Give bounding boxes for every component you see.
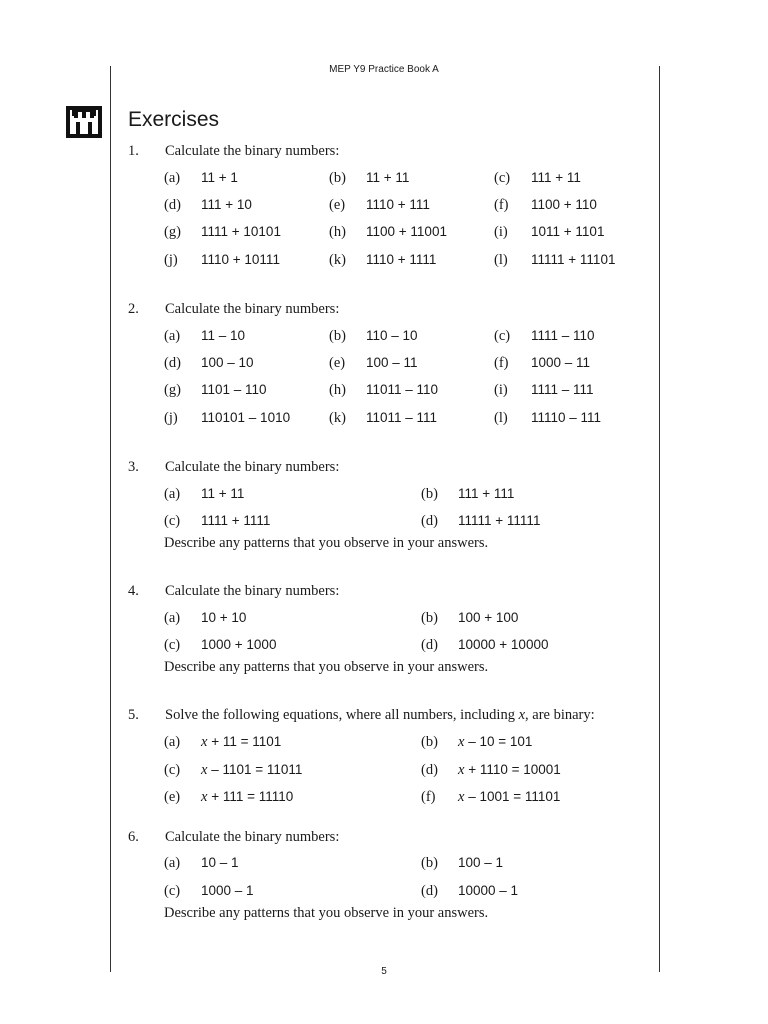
question-6-note: Describe any patterns that you observe in your answers. bbox=[164, 905, 489, 921]
exercise-icon bbox=[66, 106, 102, 138]
question-text: Calculate the binary numbers: bbox=[165, 829, 340, 845]
question-text: Calculate the binary numbers: bbox=[165, 459, 340, 475]
page-header: MEP Y9 Practice Book A bbox=[329, 64, 439, 75]
question-text: Calculate the binary numbers: bbox=[165, 301, 340, 317]
question-text: Calculate the binary numbers: bbox=[165, 583, 340, 599]
left-margin-rule bbox=[110, 66, 111, 972]
question-text: Calculate the binary numbers: bbox=[165, 143, 340, 159]
question-number: 2. bbox=[128, 301, 139, 317]
question-4-note: Describe any patterns that you observe in your answers. bbox=[164, 659, 489, 675]
question-number: 4. bbox=[128, 583, 139, 599]
page-number: 5 bbox=[381, 966, 387, 977]
question-3-note: Describe any patterns that you observe in your answers. bbox=[164, 535, 489, 551]
question-number: 5. bbox=[128, 707, 139, 723]
question-text: Solve the following equations, where all numbers, including x, are binary: bbox=[165, 707, 595, 723]
page-title: Exercises bbox=[128, 108, 220, 131]
question-number: 3. bbox=[128, 459, 139, 475]
question-number: 1. bbox=[128, 143, 139, 159]
right-margin-rule bbox=[659, 66, 660, 972]
question-number: 6. bbox=[128, 829, 139, 845]
